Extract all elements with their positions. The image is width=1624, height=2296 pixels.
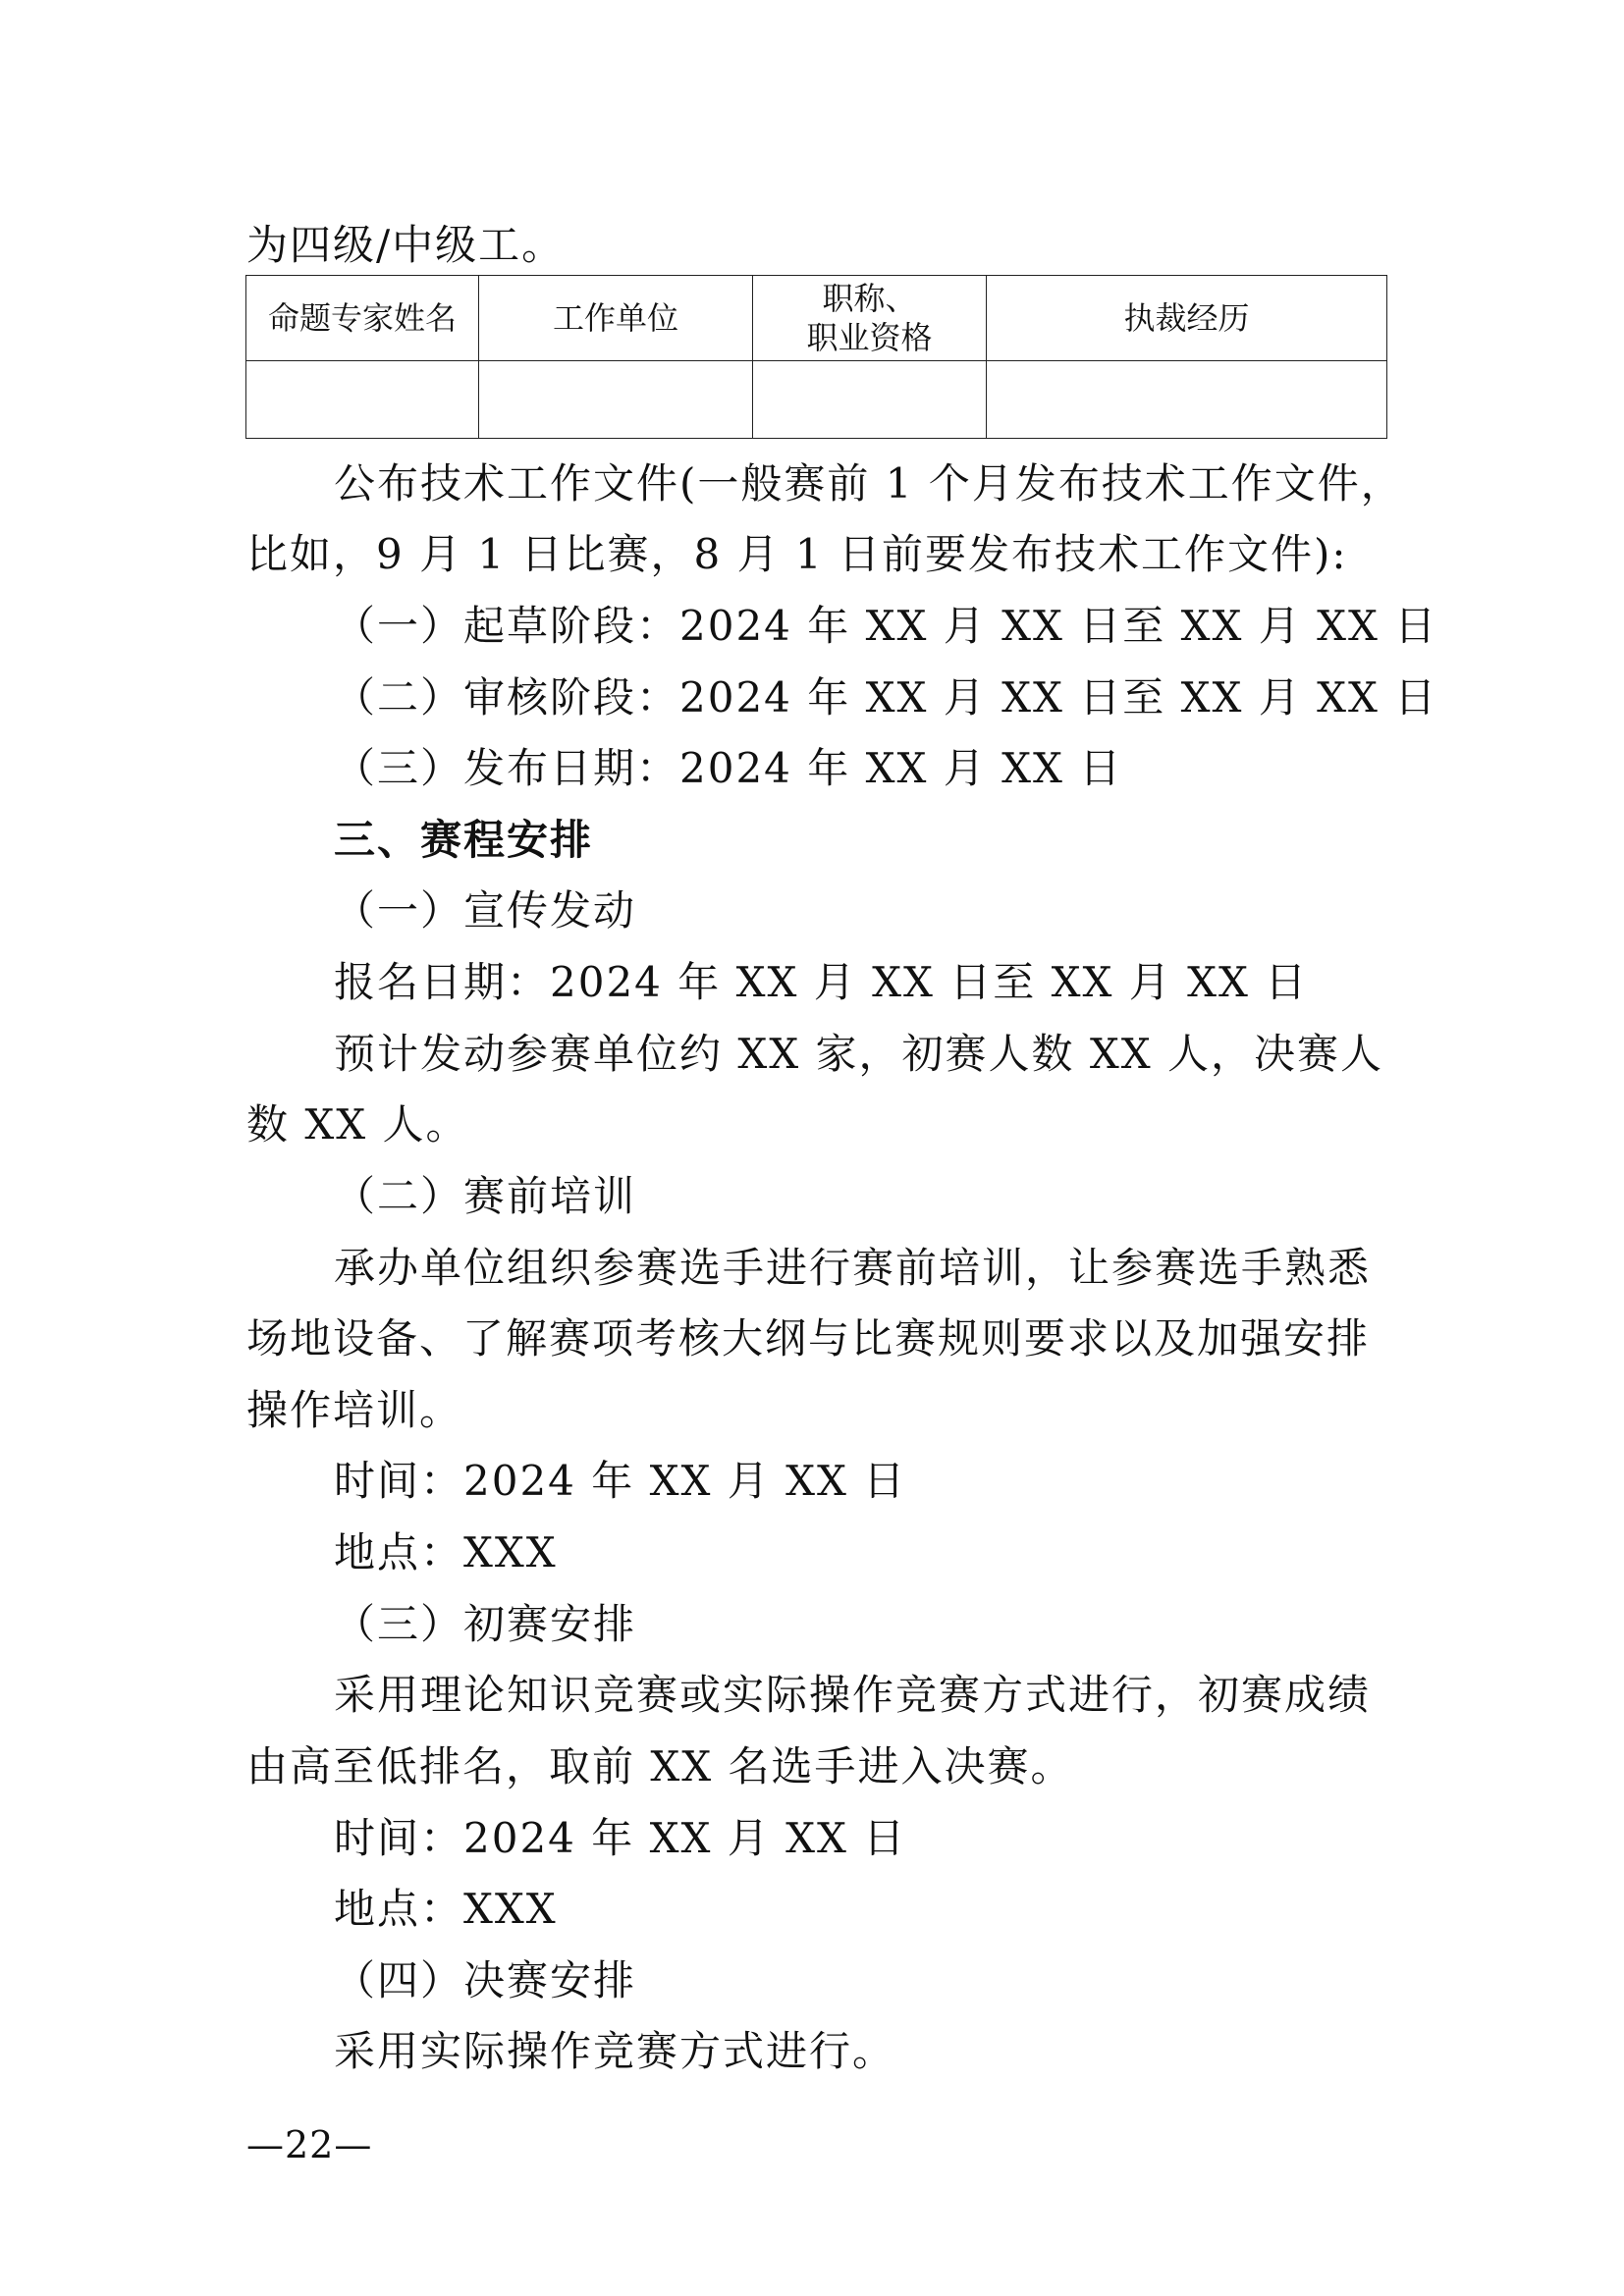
text-line: 报名日期：2024 年 XX 月 XX 日至 XX 月 XX 日 bbox=[334, 958, 1309, 1006]
header-title-qualification bbox=[753, 276, 987, 361]
text-line: 地点：XXX bbox=[334, 1885, 558, 1933]
text-line: 操作培训。 bbox=[246, 1386, 463, 1434]
text-line: （二）审核阶段：2024 年 XX 月 XX 日至 XX 月 XX 日 bbox=[334, 673, 1438, 721]
subheading: （三）初赛安排 bbox=[334, 1600, 637, 1648]
header-expert-name: 命题专家姓名 bbox=[246, 276, 479, 361]
table-cell bbox=[479, 361, 753, 439]
text-line: 时间：2024 年 XX 月 XX 日 bbox=[334, 1814, 907, 1862]
header-work-unit: 工作单位 bbox=[479, 276, 753, 361]
text-line: 公布技术工作文件(一般赛前 1 个月发布技术工作文件， bbox=[334, 459, 1404, 507]
text-line: （一）起草阶段：2024 年 XX 月 XX 日至 XX 月 XX 日 bbox=[334, 602, 1438, 650]
text-line: 场地设备、了解赛项考核大纲与比赛规则要求以及加强安排 bbox=[246, 1314, 1371, 1362]
header-judging-experience: 执裁经历 bbox=[987, 276, 1387, 361]
text-line: 预计发动参赛单位约 XX 家，初赛人数 XX 人，决赛人 bbox=[334, 1030, 1384, 1078]
subheading: （四）决赛安排 bbox=[334, 1956, 637, 2004]
page-number: —22— bbox=[246, 2123, 373, 2166]
text-line: 采用理论知识竞赛或实际操作竞赛方式进行，初赛成绩 bbox=[334, 1671, 1372, 1719]
text-line: 为四级/中级工。 bbox=[246, 221, 566, 269]
text-line: 时间：2024 年 XX 月 XX 日 bbox=[334, 1457, 907, 1505]
header-title: 职称、 bbox=[822, 280, 917, 317]
table-cell bbox=[246, 361, 479, 439]
text-line: （三）发布日期：2024 年 XX 月 XX 日 bbox=[334, 744, 1123, 792]
text-line: 数 XX 人。 bbox=[246, 1100, 469, 1148]
expert-table bbox=[245, 275, 1387, 439]
table-cell bbox=[753, 361, 987, 439]
subheading: （二）赛前培训 bbox=[334, 1172, 637, 1220]
text-line: 承办单位组织参赛选手进行赛前培训，让参赛选手熟悉 bbox=[334, 1244, 1372, 1292]
text-line: 采用实际操作竞赛方式进行。 bbox=[334, 2027, 896, 2075]
header-qualification: 职业资格 bbox=[806, 319, 933, 356]
table-cell bbox=[987, 361, 1387, 439]
text-line: 由高至低排名，取前 XX 名选手进入决赛。 bbox=[246, 1742, 1074, 1790]
subheading: （一）宣传发动 bbox=[334, 886, 637, 934]
text-line: 地点：XXX bbox=[334, 1528, 558, 1576]
text-line: 比如，9 月 1 日比赛，8 月 1 日前要发布技术工作文件): bbox=[246, 530, 1348, 578]
section-heading: 三、赛程安排 bbox=[334, 816, 594, 864]
